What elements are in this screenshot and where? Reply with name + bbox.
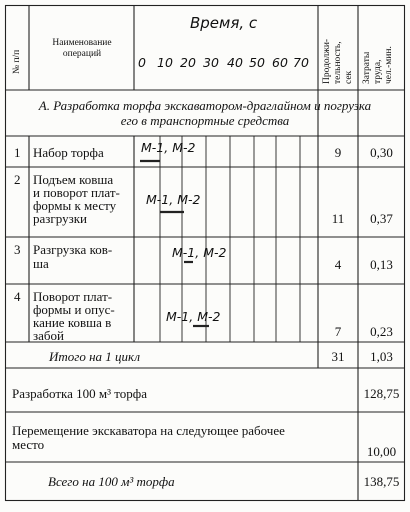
row-1-chart-label: М-1, М-2 [141,140,196,155]
row-4-labor: 0,23 [370,324,393,339]
row-3-duration: 4 [334,257,342,272]
header-duration-line3: сек [344,70,354,84]
row-1-name: Набор торфа [33,145,104,160]
row-4-name-line4: забой [33,328,64,343]
time-tick-20: 20 [180,55,196,70]
row-1-labor: 0,30 [370,145,393,160]
time-tick-50: 50 [249,55,265,70]
time-tick-60: 60 [272,55,288,70]
dev-100-labor: 128,75 [363,386,400,401]
cycle-total-label: Итого на 1 цикл [49,349,141,364]
row-2-name-line3: формы к месту [33,198,117,213]
cycle-total-duration: 31 [331,349,345,364]
row-2-name-line2: и поворот плат- [33,185,120,200]
row-3-name-line2: ша [33,256,49,271]
section-title-line1: А. Разработка торфа экскаватором-драглайном и погрузка [38,98,372,113]
row-4-name-line1: Поворот плат- [33,289,113,304]
row-4-name-line3: кание ковша в [33,315,112,330]
time-tick-10: 10 [157,55,173,70]
time-tick-30: 30 [203,55,219,70]
row-2-name-line1: Подъем ковша [33,172,114,187]
total-100-label: Всего на 100 м³ торфа [48,474,175,489]
time-tick-70: 70 [293,55,309,70]
row-2-num: 2 [14,172,21,187]
move-line2: место [12,437,45,452]
row-2-chart-label: М-1, М-2 [146,192,201,207]
total-100-labor: 138,75 [363,474,400,489]
header-name-line2: операций [62,49,102,59]
dev-100-label: Разработка 100 м³ торфа [12,386,147,401]
row-1-duration: 9 [334,145,342,160]
time-tick-0: 0 [138,55,146,70]
time-tick-40: 40 [227,55,243,70]
row-3-name-line1: Разгрузка ков- [33,242,113,257]
cycle-total-labor: 1,03 [370,349,393,364]
header-labor-line1: Затраты [362,51,372,84]
move-line1: Перемещение экскаватора на следующее рабочее [12,423,285,438]
header-duration-line2: тельность, [333,41,343,84]
header-time-title: Время, с [190,14,258,32]
row-4-duration: 7 [334,324,342,339]
row-3-num: 3 [14,242,21,257]
move-labor: 10,00 [366,444,397,459]
row-2-labor: 0,37 [370,211,393,226]
row-4-name-line2: формы и опус- [33,302,115,317]
row-4-chart-label: М-1, М-2 [166,309,221,324]
row-1-num: 1 [14,145,21,160]
row-2-duration: 11 [331,211,345,226]
header-name-line1: Наименование [52,38,112,48]
header-duration-line1: Продолжи- [322,38,332,84]
header-labor-line3: чел.-мин. [384,46,394,84]
row-4-num: 4 [14,289,21,304]
header-labor-line2: труда, [373,59,383,84]
row-3-labor: 0,13 [370,257,393,272]
row-2-name-line4: разгрузки [33,211,87,226]
section-title-line2: его в транспортные средства [120,113,290,128]
row-3-chart-label: М-1, М-2 [172,245,227,260]
header-num: № п/п [12,49,22,74]
